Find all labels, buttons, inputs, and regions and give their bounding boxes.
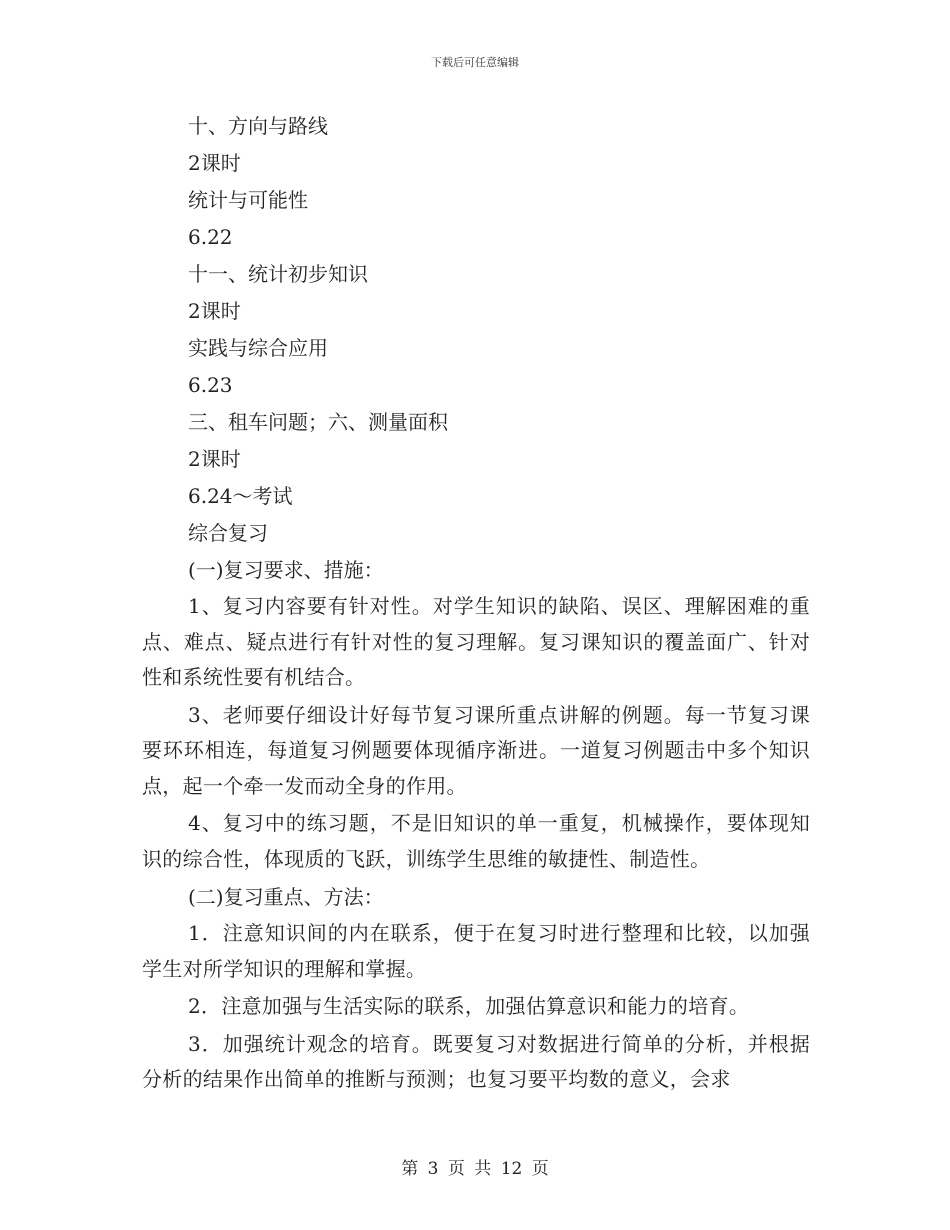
- list-line: 6.22: [188, 225, 233, 249]
- list-line: 三、租车问题；六、测量面积: [188, 410, 448, 434]
- list-line: 统计与可能性: [188, 188, 308, 212]
- list-line: 6.24～考试: [188, 484, 293, 508]
- list-line: 2课时: [188, 447, 241, 471]
- list-line: 2课时: [188, 299, 241, 323]
- list-line: 十一、统计初步知识: [188, 262, 368, 286]
- document-body: [142, 108, 810, 1098]
- paragraph: 2．注意加强与生活实际的联系，加强估算意识和能力的培育。: [188, 994, 750, 1018]
- page-footer: 第 3 页 共 12 页: [401, 1159, 549, 1179]
- paragraph: 1．注意知识间的内在联系，便于在复习时进行整理和比较，以加强学生对所学知识的理解和掌握。: [142, 921, 810, 981]
- list-line: 2课时: [188, 151, 241, 175]
- paragraph: 3、老师要仔细设计好每节复习课所重点讲解的例题。每一节复习课要环环相连，每道复习例题要体现循序渐进。一道复习例题击中多个知识点，起一个牵一发而动全身的作用。: [142, 702, 810, 798]
- paragraph: 1、复习内容要有针对性。对学生知识的缺陷、误区、理解困难的重点、难点、疑点进行有针对性的复习理解。复习课知识的覆盖面广、针对性和系统性要有机结合。: [142, 594, 810, 689]
- section-heading: (一)复习要求、措施：: [188, 558, 384, 582]
- list-line: 十、方向与路线: [188, 114, 328, 138]
- page-header: 下载后可任意编辑: [431, 56, 519, 69]
- list-line: 综合复习: [188, 521, 268, 545]
- paragraph: 4、复习中的练习题，不是旧知识的单一重复，机械操作，要体现知识的综合性，体现质的飞跃，训练学生思维的敏捷性、制造性。: [142, 811, 810, 871]
- list-line: 实践与综合应用: [188, 336, 328, 360]
- paragraph: 3．加强统计观念的培育。既要复习对数据进行简单的分析，并根据分析的结果作出简单的推断与预测；也复习要平均数的意义，会求: [142, 1031, 810, 1091]
- list-line: 6.23: [188, 373, 233, 397]
- section-heading: (二)复习重点、方法：: [188, 885, 384, 909]
